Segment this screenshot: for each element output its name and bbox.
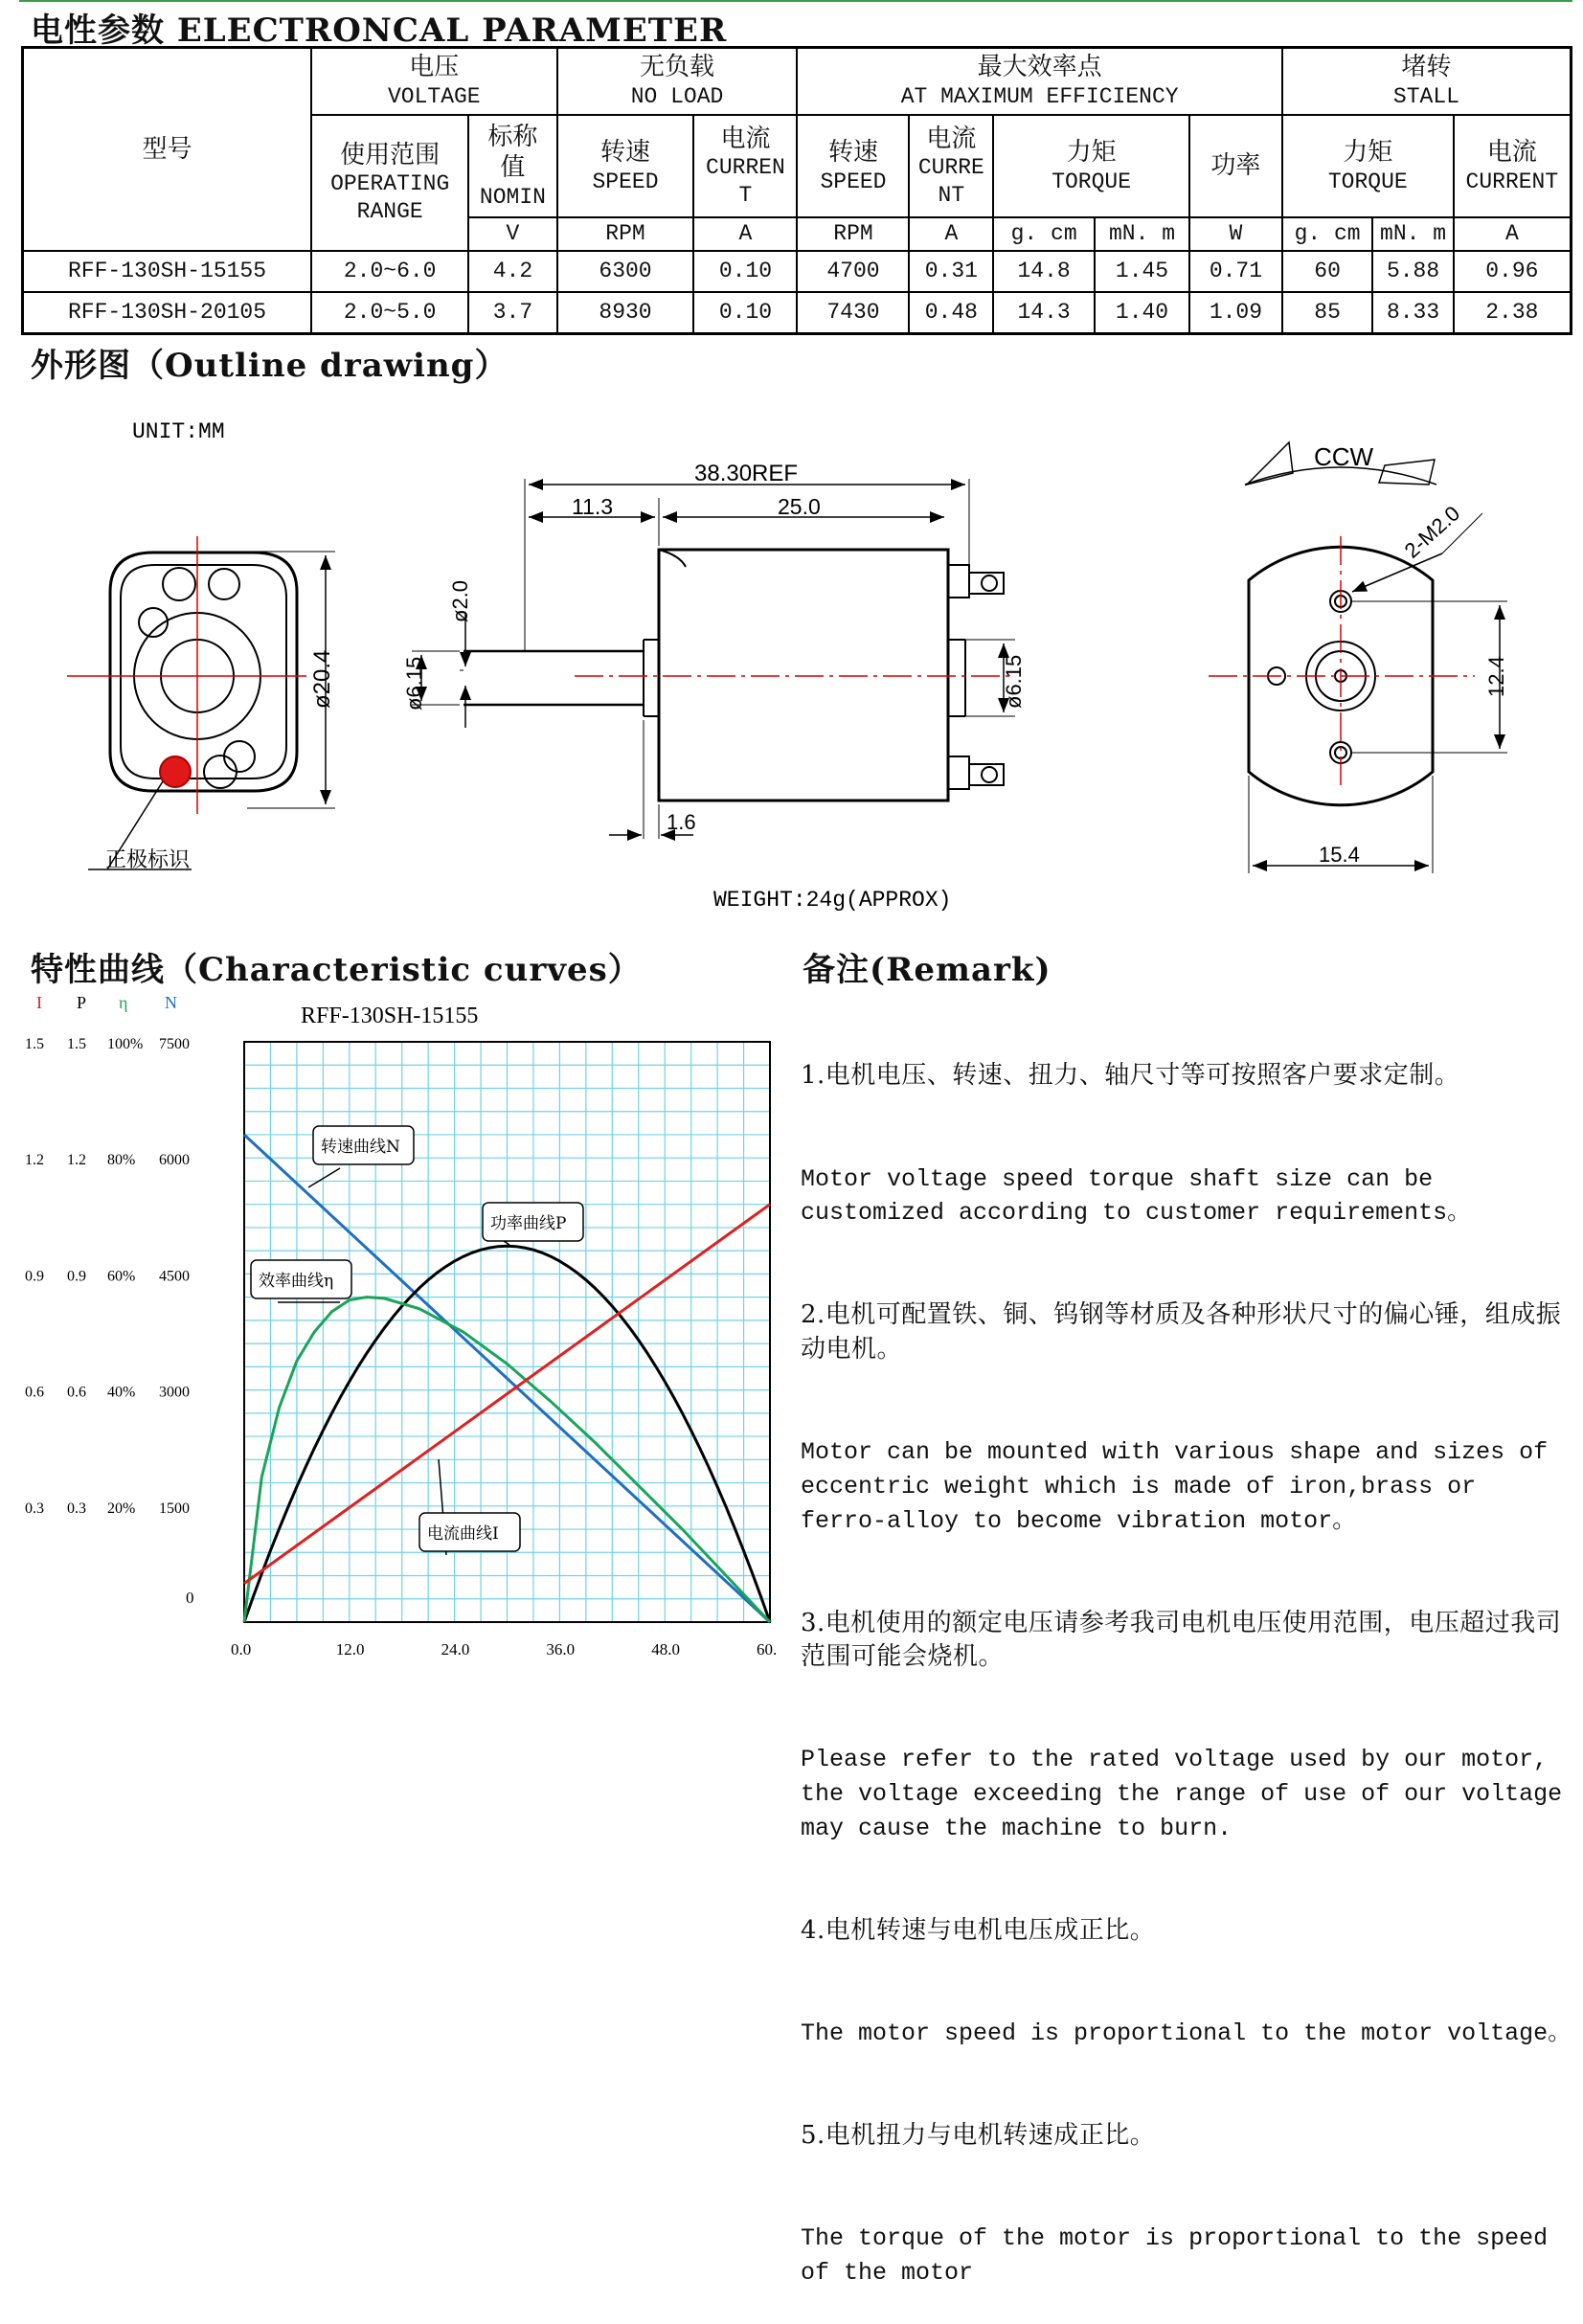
y-tick-P: 0.3: [67, 1500, 86, 1517]
dim-hole-spacing: 12.4: [1484, 656, 1508, 697]
y-tick-P: 1.5: [67, 1036, 86, 1052]
callout-leader: [308, 1168, 340, 1187]
remark-item: 1.电机电压、转速、扭力、轴尺寸等可按照客户要求定制。: [801, 1061, 1460, 1091]
y-tick-N: 4500: [159, 1268, 190, 1285]
characteristic-curves-title: 特性曲线（Characteristic curves）: [31, 951, 642, 989]
nominal-header: 标称 值 NOMIN: [468, 115, 556, 217]
unit-cell: RPM: [557, 217, 694, 250]
cell: 0.48: [909, 292, 993, 333]
dim-flange: 1.6: [667, 810, 696, 834]
voltage-header: 电压 VOLTAGE: [311, 48, 557, 116]
y-tick-N: 6000: [159, 1152, 190, 1169]
noload-speed-header: 转速 SPEED: [557, 115, 694, 217]
cell: 0.31: [909, 251, 993, 292]
cell: 3.7: [468, 292, 556, 333]
y-tick-zero: 0: [186, 1589, 194, 1607]
cell: 1.45: [1095, 251, 1189, 292]
thread-label: 2-M2.0: [1399, 501, 1465, 563]
cell: 5.88: [1372, 251, 1453, 292]
y-tick-eta: 100%: [107, 1036, 144, 1052]
x-tick-label: 36.0: [546, 1640, 576, 1658]
unit-cell: RPM: [797, 217, 909, 250]
y-tick-N: 1500: [159, 1500, 190, 1517]
cell: 2.0~5.0: [311, 292, 468, 333]
remark-title: 备注(Remark): [803, 951, 1052, 989]
remark-item: The motor speed is proportional to the motor voltage。: [801, 2019, 1572, 2048]
x-tick-label: 60.: [757, 1640, 778, 1658]
dim-body-length: 25.0: [778, 494, 821, 519]
dim-body-diameter: ø20.4: [309, 649, 335, 709]
cell: 8.33: [1372, 292, 1453, 333]
y-tick-I: 0.3: [25, 1500, 44, 1517]
cell: 14.3: [993, 292, 1095, 333]
cell: 0.10: [693, 251, 797, 292]
remark-item: Motor voltage speed torque shaft size can be customized according to customer requirements。: [801, 1164, 1472, 1228]
dim-overall-length: 38.30REF: [694, 461, 799, 486]
unit-cell: A: [909, 217, 993, 250]
series-label: 效率曲线η: [259, 1272, 334, 1291]
unit-cell: A: [693, 217, 797, 250]
remark-item: Please refer to the rated voltage used by our motor, the voltage exceeding the range of use of our voltage may cause the machine to burn.: [801, 1746, 1577, 1842]
outline-drawing-title: 外形图（Outline drawing）: [31, 347, 509, 385]
cell: 0.71: [1189, 251, 1282, 292]
cell: RFF-130SH-15155: [23, 251, 312, 292]
y-tick-eta: 60%: [107, 1268, 136, 1285]
cell: 1.40: [1095, 292, 1189, 333]
eff-current-header: 电流 CURRE NT: [909, 115, 993, 217]
cell: RFF-130SH-20105: [23, 292, 312, 333]
y-tick-I: 0.6: [25, 1384, 44, 1401]
y-tick-P: 1.2: [67, 1152, 86, 1169]
unit-cell: W: [1189, 217, 1282, 250]
dim-shaft-length: 11.3: [572, 494, 614, 519]
axis-header-I: I: [36, 993, 42, 1012]
dim-width: 15.4: [1319, 843, 1360, 867]
eff-torque-header: 力矩 TORQUE: [993, 115, 1189, 217]
eff-speed-header: 转速 SPEED: [797, 115, 909, 217]
unit-cell: g. cm: [1282, 217, 1373, 250]
y-tick-eta: 80%: [107, 1152, 136, 1169]
series-label: 转速曲线N: [321, 1138, 400, 1157]
y-tick-P: 0.6: [67, 1384, 86, 1401]
cell: 0.96: [1454, 251, 1572, 292]
stall-torque-header: 力矩 TORQUE: [1282, 115, 1454, 217]
electrical-parameter-title: 电性参数 ELECTRONCAL PARAMETER: [31, 11, 728, 50]
series-label: 电流曲线I: [427, 1524, 499, 1544]
remark-item: 5.电机扭力与电机转速成正比。: [801, 2121, 1156, 2151]
cell: 2.38: [1454, 292, 1572, 333]
weight-label: WEIGHT:24g(APPROX): [713, 888, 952, 913]
unit-cell: g. cm: [993, 217, 1095, 250]
dim-shaft-diameter: ø2.0: [448, 579, 472, 622]
cell: 8930: [557, 292, 694, 333]
y-tick-N: 7500: [159, 1036, 190, 1052]
operating-range-header: 使用范围 OPERATING RANGE: [311, 115, 468, 250]
noload-current-header: 电流 CURREN T: [693, 115, 797, 217]
cell: 4700: [797, 251, 909, 292]
unit-cell: V: [468, 217, 556, 250]
remark-item: Motor can be mounted with various shape and sizes of eccentric weight which is made of iron,brass or ferro-alloy to become vibration motor。: [801, 1438, 1563, 1535]
series-label: 功率曲线P: [490, 1214, 567, 1233]
y-tick-I: 0.9: [25, 1268, 44, 1285]
remark-item: 2.电机可配置铁、铜、钨钢等材质及各种形状尺寸的偏心锤，组成振动电机。: [801, 1300, 1562, 1365]
unit-label: UNIT:MM: [132, 419, 225, 444]
remark-item: 3.电机使用的额定电压请参考我司电机电压使用范围，电压超过我司范围可能会烧机。: [801, 1608, 1562, 1672]
dim-boss-diameter-right: ø6.15: [1002, 654, 1026, 709]
cell: 85: [1282, 292, 1373, 333]
chart-title: RFF-130SH-15155: [301, 1004, 479, 1028]
cell: 1.09: [1189, 292, 1282, 333]
positive-mark-label: 正极标识: [105, 848, 191, 872]
x-tick-label: 12.0: [335, 1640, 365, 1658]
cell: 7430: [797, 292, 909, 333]
axis-header-P: P: [77, 993, 87, 1012]
remarks-block: [801, 991, 1577, 2324]
eff-power-header: 功率: [1189, 115, 1282, 217]
unit-cell: mN. m: [1095, 217, 1189, 250]
y-tick-I: 1.2: [25, 1152, 44, 1169]
cell: 6300: [557, 251, 694, 292]
cell: 0.10: [693, 292, 797, 333]
dim-boss-diameter-left: ø6.15: [402, 656, 426, 711]
y-tick-I: 1.5: [25, 1036, 44, 1052]
x-tick-label: 48.0: [651, 1640, 680, 1658]
remark-item: The torque of the motor is proportional to the speed of the motor: [801, 2224, 1563, 2288]
y-tick-P: 0.9: [67, 1268, 86, 1285]
axis-header-N: N: [165, 993, 177, 1012]
stall-header: 堵转 STALL: [1282, 48, 1572, 116]
cell: 4.2: [468, 251, 556, 292]
unit-cell: mN. m: [1372, 217, 1453, 250]
axis-header-eta: η: [119, 993, 128, 1012]
remark-item: 4.电机转速与电机电压成正比。: [801, 1915, 1156, 1945]
rotation-label: CCW: [1314, 442, 1374, 471]
max-efficiency-header: 最大效率点 AT MAXIMUM EFFICIENCY: [797, 48, 1281, 116]
cell: 14.8: [993, 251, 1095, 292]
y-tick-eta: 40%: [107, 1384, 136, 1401]
unit-cell: A: [1454, 217, 1572, 250]
x-tick-label: 24.0: [441, 1640, 470, 1658]
x-tick-label: 0.0: [231, 1640, 252, 1658]
y-tick-eta: 20%: [107, 1500, 136, 1517]
y-tick-N: 3000: [159, 1384, 190, 1401]
stall-current-header: 电流 CURRENT: [1454, 115, 1572, 217]
cell: 60: [1282, 251, 1373, 292]
model-header: 型号: [23, 48, 312, 251]
cell: 2.0~6.0: [311, 251, 468, 292]
noload-header: 无负载 NO LOAD: [557, 48, 798, 116]
